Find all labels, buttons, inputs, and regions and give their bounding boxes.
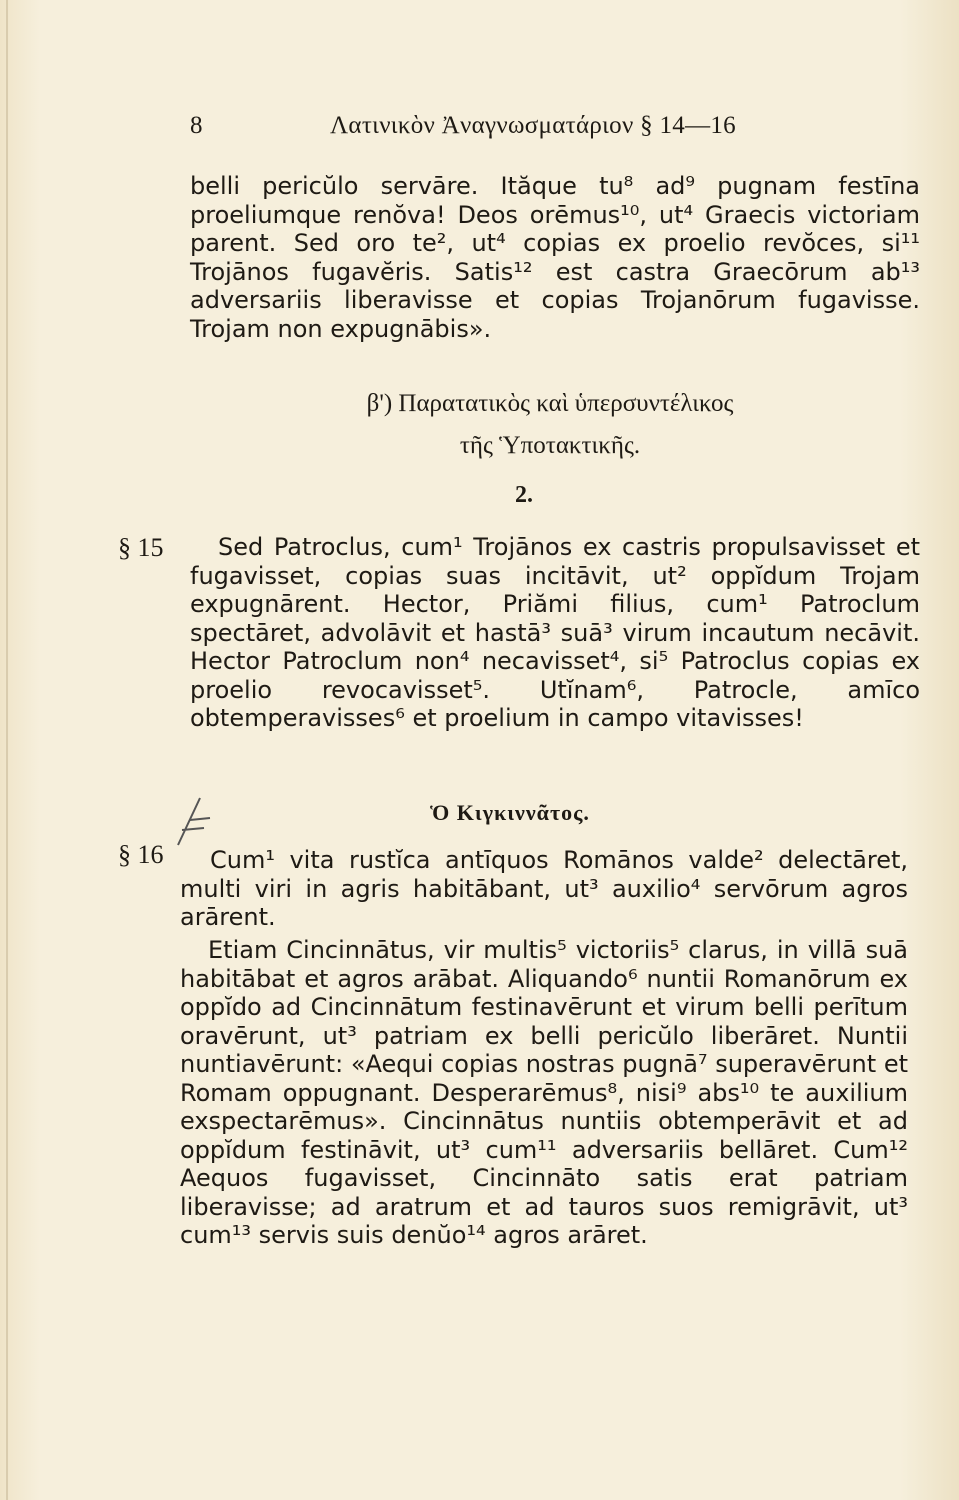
page-header	[190, 112, 830, 152]
section-mark-15: § 15	[118, 533, 164, 562]
paragraph-section-15: Sed Patroclus, cum¹ Trojānos ex castris propulsavisset et fugavisset, copias suas incitāvit, ut² oppĭdum Trojam expugnārent. Hector, Priămi filius, cum¹ Patroclum spectāret, advolāvit et hastā³ suā³ virum incautum necāvit. Hector Patroclum non⁴ necavisset⁴, si⁵ Patroclus copias ex proelio revocavisset⁵. Utĭnam⁶, Patrocle, amīco obtemperavisses⁶ et proelium in campo vitavisses!	[190, 533, 920, 732]
paragraph-section-16-a: Cum¹ vita rustĭca antīquos Romānos valde² delectāret, multi viri in agris habitābant, ut³ auxilio⁴ servōrum agros arārent.	[180, 846, 908, 931]
running-title: Λατινικὸν Ἀναγνωσματάριον § 14—16	[330, 112, 736, 139]
section-mark-16: § 16	[118, 840, 164, 869]
subheading-line-2: τῆς Ὑποτακτικῆς.	[459, 432, 641, 459]
page-edge	[6, 0, 8, 1500]
subheading-line-1: β') Παρατατικὸς καὶ ὑπερσυντέλικος	[366, 390, 734, 417]
paragraph-section-16-b: Etiam Cincinnātus, vir multis⁵ victoriis⁵ clarus, in villā suā habitābat et agros arābat. Aliquando⁶ nuntii Romanōrum ex oppĭdo ad Cincinnātum festinavērunt et virum belli perītum oravērunt, ut³ patriam ex belli pericŭlo liberāret. Nuntii nuntiavērunt: «Aequi copias nostras pugnā⁷ superavērunt et Romam oppugnant. Desperarēmus⁸, nisi⁹ abs¹⁰ te auxilium exspectarēmus». Cincinnātus nuntiis obtemperāvit et ad oppĭdum festināvit, ut³ cum¹¹ adversariis bellāret. Cum¹² Aequos fugavisset, Cincinnāto satis erat patriam liberavisse; ad aratrum et ad tauros suos remigrāvit, ut³ cum¹³ servis suis denŭo¹⁴ agros arāret.	[180, 936, 908, 1249]
page-number: 8	[190, 112, 203, 139]
section-16-title: Ὁ Κιγκιννᾶτος.	[430, 800, 590, 825]
pencil-mark-icon	[170, 790, 220, 850]
section-number: 2.	[515, 482, 533, 508]
paragraph-continued: belli pericŭlo servāre. Ităque tu⁸ ad⁹ pugnam festīna proeliumque renŏva! Deos orēmus¹⁰, ut⁴ Graecis victoriam parent. Sed oro te², ut⁴ copias ex proelio revŏces, si¹¹ Trojānos fugavĕris. Satis¹² est castra Graecōrum ab¹³ adversariis liberavisse et copias Trojanōrum fugavisse. Trojam non expugnābis».	[190, 172, 920, 343]
